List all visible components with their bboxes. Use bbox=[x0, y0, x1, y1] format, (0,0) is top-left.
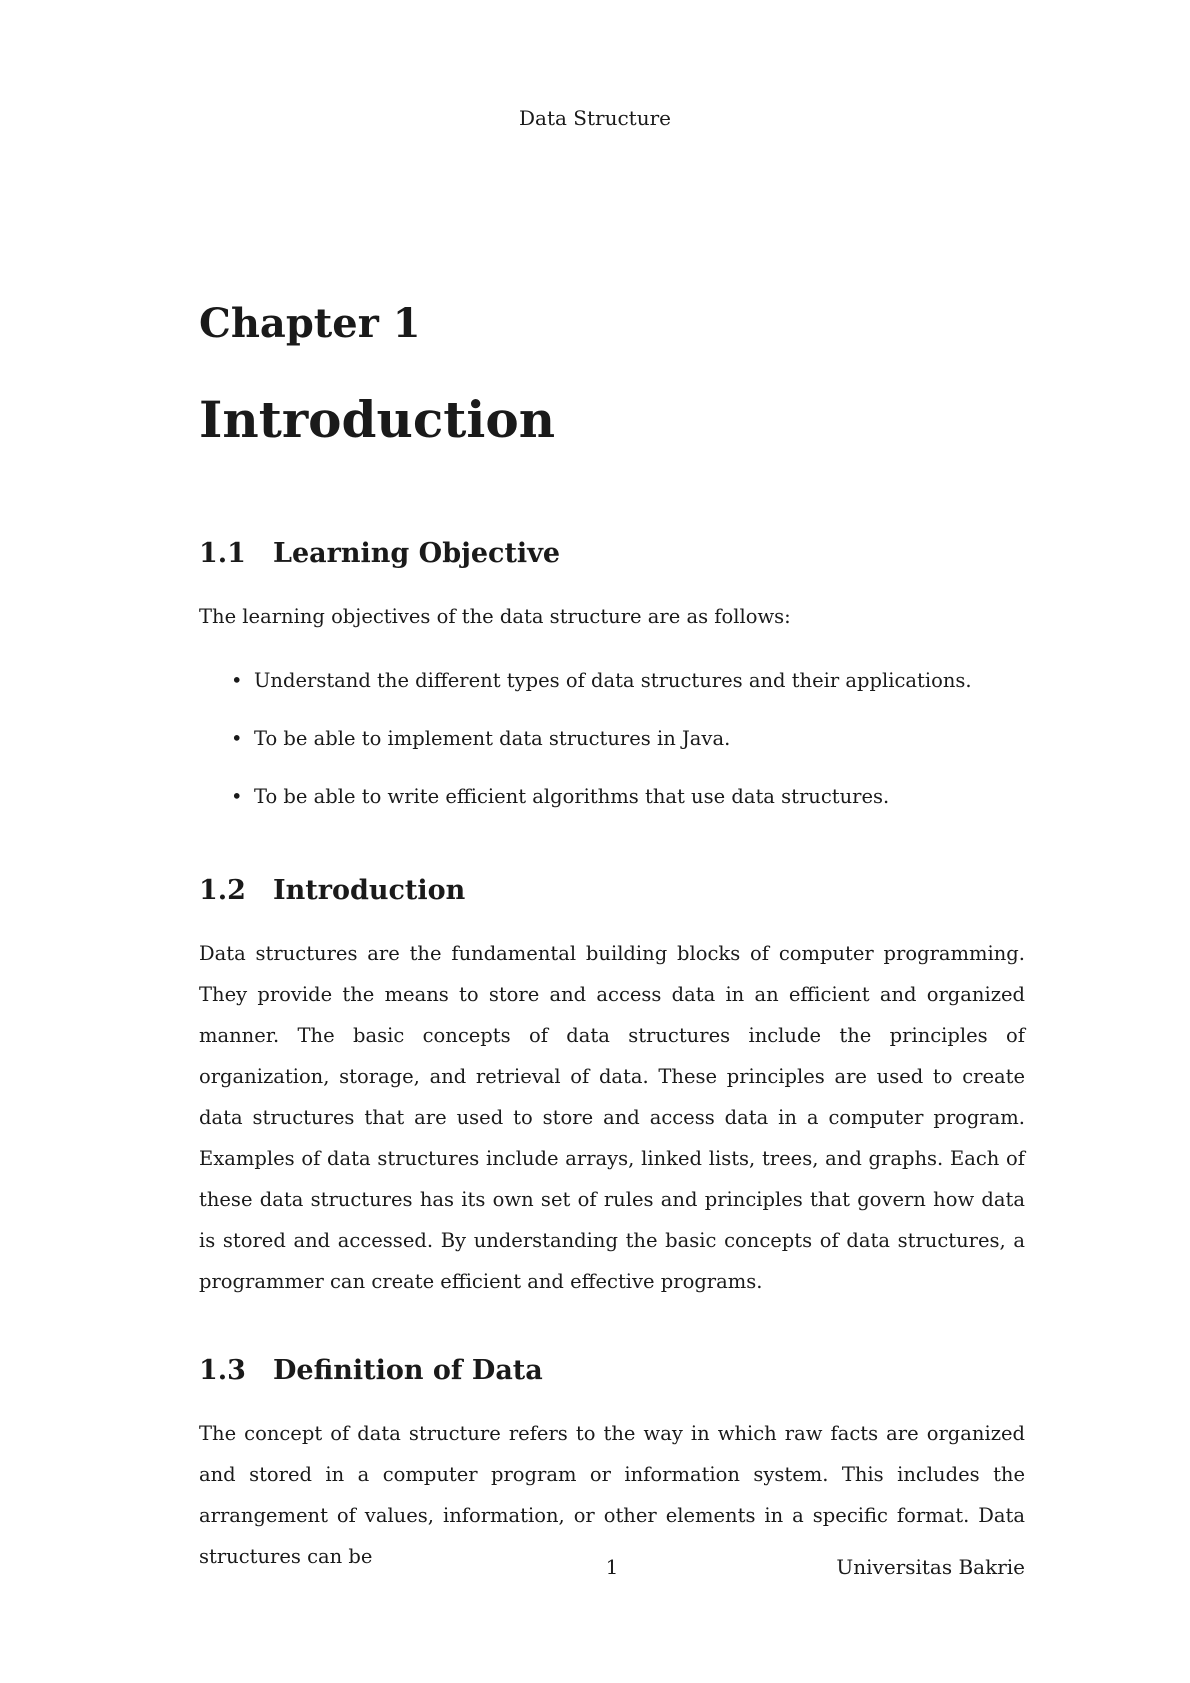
section-title: Learning Objective bbox=[273, 538, 561, 569]
list-item-text: To be able to implement data structures in Java. bbox=[254, 727, 731, 750]
running-header: Data Structure bbox=[519, 106, 671, 130]
section-heading-learning-objective bbox=[199, 537, 1025, 571]
list-item bbox=[199, 652, 1025, 710]
definition-paragraph: The concept of data structure refers to the way in which raw facts are organized and stored in a computer program or information system. This includes the arrangement of values, information, or other elements in a specific format. Data structures can be bbox=[199, 1422, 1025, 1568]
page-content bbox=[199, 300, 1025, 1577]
bullet-icon: • bbox=[231, 785, 243, 808]
objectives-intro: The learning objectives of the data structure are as follows: bbox=[199, 605, 791, 628]
page-number: 1 bbox=[605, 1555, 619, 1579]
list-item-text: To be able to write efficient algorithms that use data structures. bbox=[254, 785, 890, 808]
list-item bbox=[199, 710, 1025, 768]
list-item bbox=[199, 768, 1025, 826]
bullet-icon: • bbox=[231, 669, 243, 692]
section-number: 1.2 bbox=[199, 875, 246, 906]
objectives-list bbox=[199, 652, 1025, 826]
footer-institution: Universitas Bakrie bbox=[836, 1555, 1025, 1579]
bullet-icon: • bbox=[231, 727, 243, 750]
chapter-title: Introduction bbox=[199, 390, 556, 449]
list-item-text: Understand the different types of data structures and their applications. bbox=[254, 669, 972, 692]
section-heading-definition-of-data bbox=[199, 1354, 1025, 1388]
section-heading-introduction bbox=[199, 874, 1025, 908]
page-footer bbox=[199, 1553, 1025, 1581]
section-number: 1.1 bbox=[199, 538, 246, 569]
introduction-paragraph: Data structures are the fundamental building blocks of computer programming. They provide the means to store and access data in an efficient and organized manner. The basic concepts of data structures include the principles of organization, storage, and retrieval of data. These principles are used to create data structures that are used to store and access data in a computer program. Examples of data structures include arrays, linked lists, trees, and graphs. Each of these data structures has its own set of rules and principles that govern how data is stored and accessed. By understanding the basic concepts of data structures, a programmer can create efficient and effective programs. bbox=[199, 942, 1025, 1293]
section-title: Definition of Data bbox=[273, 1355, 543, 1386]
chapter-label: Chapter 1 bbox=[199, 300, 421, 347]
section-title: Introduction bbox=[273, 875, 466, 906]
section-number: 1.3 bbox=[199, 1355, 246, 1386]
